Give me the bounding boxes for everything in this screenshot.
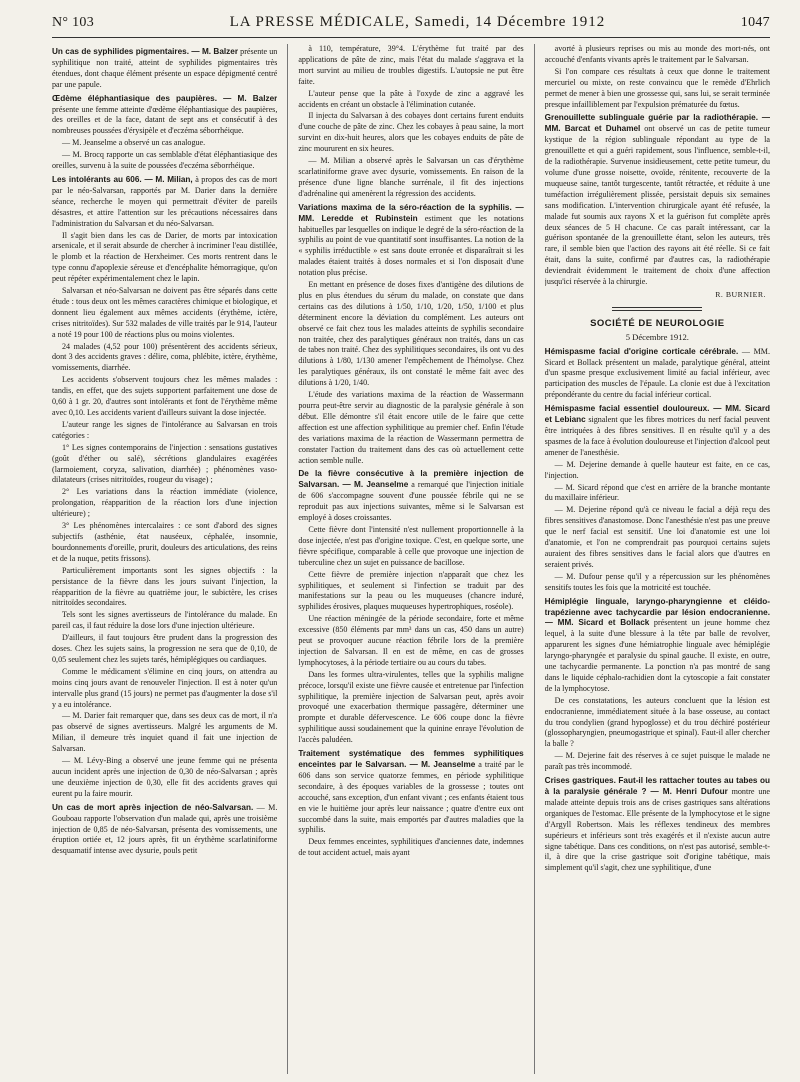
article-text: à 110, température, 39°4. L'érythème fut traité par des applications de pâte de zinc, mais l'état du malade s'aggrava et la mort survint au milieu de troubles digestifs. L'autopsie ne put être faite. xyxy=(298,44,524,86)
article-paragraph xyxy=(545,67,770,111)
article-text: signalent que les fibres motrices du nerf facial peuvent être intriquées à des fibres sensitives. Il en résulte qu'il y a des spasmes de la face à évolution douloureuse et l'injection d'alcool peut amener de l'anesthésie. xyxy=(544,415,770,457)
article-text: à propos des cas de mort par le néo-Salvarsan, rapportés par M. Darier dans la dernière séance, recherche le moyen qui permettrait d'éviter de pareils désastres, et attire l'attention sur les précautions nécessaires dans l'administration du Salvarsan et du néo-Salvarsan. xyxy=(52,174,278,228)
article-heading: Traitement systématique des femmes syphilitiques enceintes par le Salvarsan. — M. Jeanselme xyxy=(298,749,524,769)
article-paragraph xyxy=(545,572,770,594)
article-paragraph xyxy=(298,670,523,746)
article-paragraph xyxy=(298,614,523,669)
article-heading: Un cas de syphilides pigmentaires. — M. Balzer xyxy=(52,47,239,56)
article-paragraph xyxy=(52,138,277,149)
article-text: L'auteur pense que la pâte à l'oxyde de zinc a aggravé les accidents en créant un obstacle à l'élimination cutanée. xyxy=(298,88,524,109)
masthead-title: LA PRESSE MÉDICALE, Samedi, 14 Décembre 1912 xyxy=(229,14,606,30)
article-text: a traité par le 606 dans son service quatorze femmes, en période syphilitique secondaire, à des époques variables de la grossesse ; toutes ont accouché, sans exception, d'un enfant vivant ; ces enfants étaient tous en vie le huitième jour après leur naissance ; quatre d'entre eux ont succombé dans la suite, mais emportés par d'autres maladies que la syphilis. xyxy=(298,760,524,835)
article-text: Salvarsan et néo-Salvarsan ne doivent pas être séparés dans cette étude : tous deux ont les mêmes caractères chimique et biologique, et donnent lieu également aux mêmes accidents (érythème, ictère, crises nitritoïdes). Sur 532 malades de ville traités par le 914, l'auteur a noté 19 pour 100 de réactions plus ou moins violentes. xyxy=(52,286,278,339)
article-paragraph-headed xyxy=(52,94,277,138)
article-paragraph xyxy=(298,44,523,88)
article-text: L'auteur range les signes de l'intolérance au Salvarsan en trois catégories : xyxy=(52,419,278,440)
article-paragraph xyxy=(52,667,277,711)
article-text: — M. Dejerine demande à quelle hauteur est faite, en ce cas, l'injection. xyxy=(544,459,770,480)
column-left xyxy=(52,44,277,1074)
article-paragraph-headed xyxy=(298,749,523,836)
text-columns xyxy=(52,44,770,1074)
article-text: Il s'agit bien dans les cas de Darier, de morts par intoxication arsenicale, et il serait absurde de chercher à incriminer l'eau distillée, le plomb et la réaction de Herxheimer. Ces morts rentrent dans le type connu d'apoplexie séreuse et d'encéphalite hémorragique, qu'on peut répéter expérimentalement chez le lapin. xyxy=(52,230,278,284)
article-text: En mettant en présence de doses fixes d'antigène des dilutions de plus en plus étendues du sérum du malade, on constate que dans certains cas des dilutions à 1/50, 1/10, 1/20, 1/50, 1/100 et plus déterminent encore la déviation du complément. Les auteurs ont observé ce fait chez tous les malades atteints de syphilis secondaire non traitée, chez des paralytiques généraux non traités, dans un cas de tabes non traité. Chez des syphilitiques secondaires, ils ont vu des dilutions à 1/80, 1/130 amener l'empêchement de l'hémolyse. Chez les paralytiques généraux, ils ont constaté le même fait avec des dilutions à 1/20, 1/40. xyxy=(298,280,524,388)
article-paragraph-headed xyxy=(545,404,770,459)
header-rule xyxy=(52,37,770,38)
article-text: D'ailleurs, il faut toujours être prudent dans la progression des doses. Chez les sujets sains, la progression ne sera que de 0,10, de 0,05 seulement chez les sujets tarés, hémiplégiques ou cardiaques. xyxy=(52,633,278,664)
article-text: — M. Dejerine répond qu'à ce niveau le facial a déjà reçu des fibres sensitives d'anastomose. Donc l'anesthésie n'est pas une preuve que le nerf facial est sensitif. Une loi d'anatomie est une loi d'anatomie, et l'on ne comprendrait pas pourquoi certains sujets auraient des fibres sensitives dans le facial alors que d'autres en seraient privés. xyxy=(544,505,770,569)
article-paragraph xyxy=(298,89,523,111)
article-text: estiment que les notations habituelles par lesquelles on indique le degré de la séro-réaction de la syphilis au point de vue quantitatif sont insuffisantes. La notion de la « syphilis irréductible » est sans doute erronée et disparaîtrait si les malades étaient traités à doses normales et si l'on disposait d'une notation plus précise. xyxy=(298,213,524,278)
article-heading: Les intolérants au 606. — M. Milian, xyxy=(52,174,193,184)
article-text: présente un syphilitique non traité, atteint de syphilides pigmentaires très étendues, dont chaque élément présente un espace dépigmenté centré par une papule. xyxy=(52,47,278,89)
article-text: 1° Les signes contemporains de l'injection : sensations gustatives (goût d'éther ou salé), sécrétions glandulaires exagérées (larmoiement, coryza, salivation, diarrhée) ; phénomènes vaso-dilatateurs (crises nitritoïdes, rougeur du visage) ; xyxy=(52,442,278,485)
article-text: présente une femme atteinte d'œdème éléphantiasique des paupières, des oreilles et de la face, datant de sept ans et consécutif à des nombreuses poussées d'érysipèle et d'eczéma séborrhéique. xyxy=(52,104,278,136)
page-header xyxy=(52,14,770,31)
article-paragraph xyxy=(545,505,770,570)
column-divider xyxy=(287,44,288,1074)
article-text: avorté à plusieurs reprises ou mis au monde des mort-nés, ont accouché d'enfants vivants après le traitement par le Salvarsan. xyxy=(544,44,770,64)
article-text: 3° Les phénomènes intercalaires : ce sont d'abord des signes subjectifs (asthénie, état nauséeux, céphalée, insomnie, bourdonnements d'oreille, prurit, douleurs des articulations, des reins et de la nuque, petits frissons). xyxy=(52,521,278,563)
article-heading: Variations maxima de la séro-réaction de la syphilis. — MM. Leredde et Rubinstein xyxy=(298,202,524,223)
article-text: Si l'on compare ces résultats à ceux que donne le traitement mercuriel ou mixte, on reste convaincu que le remède d'Ehrlich permet de mener à bien une grossesse qui, sans lui, se serait terminée presque infailliblement par l'expulsion prématurée du fœtus. xyxy=(544,66,770,109)
article-paragraph xyxy=(545,751,770,773)
article-paragraph xyxy=(545,483,770,505)
article-paragraph xyxy=(298,156,523,200)
article-heading: Grenouillette sublinguale guérie par la radiothérapie. — MM. Barcat et Duhamel xyxy=(544,113,770,134)
article-text: — M. Dufour pense qu'il y a répercussion sur les phénomènes sensitifs toutes les fois que la motricité est touchée. xyxy=(544,571,770,592)
article-text: — M. Milian a observé après le Salvarsan un cas d'érythème scarlatiniforme grave avec dysurie, vomissements. En raison de la présence d'une ligne blanche surrénale, il fit des injections d'adrénaline qui amenèrent la régression des accidents. xyxy=(298,156,524,198)
article-paragraph xyxy=(52,521,277,565)
article-paragraph xyxy=(545,696,770,751)
article-paragraph xyxy=(52,711,277,755)
article-heading: Crises gastriques. Faut-il les rattacher toutes au tabes ou à la paralysie générale ? — M. Henri Dufour xyxy=(544,776,770,796)
article-text: — M. Dejerine fait des réserves à ce sujet puisque le malade ne paraît pas très incommodé. xyxy=(544,751,770,772)
article-paragraph xyxy=(52,633,277,666)
article-paragraph xyxy=(52,231,277,286)
article-paragraph xyxy=(52,150,277,172)
article-heading: Hémispasme facial d'origine corticale cérébrale. xyxy=(544,346,739,356)
article-heading: Hémispasme facial essentiel douloureux. — MM. Sicard et Lebianc xyxy=(544,404,770,425)
article-paragraph xyxy=(52,375,277,419)
article-paragraph xyxy=(298,837,523,859)
article-paragraph-headed xyxy=(298,469,523,524)
article-paragraph-headed xyxy=(298,203,523,279)
article-paragraph xyxy=(52,610,277,632)
article-text: a remarqué que l'injection initiale de 606 s'accompagne souvent d'une poussée fébrile qui ne se reproduit pas aux injections suivantes, même si le Salvarsan est employé à doses croissantes. xyxy=(298,480,524,523)
article-paragraph xyxy=(52,286,277,341)
column-middle xyxy=(298,44,523,1074)
article-heading: Œdème éléphantiasique des paupières. — M. Balzer xyxy=(52,93,278,103)
article-text: L'étude des variations maxima de la réaction de Wassermann pourra peut-être servir au diagnostic de la paralysie générale à son début. Elle démontre s'il était encore utile de le faire que cette affection est une affection syphilitique au premier chef. Enfin l'étude des variations maxima de la réaction de Wassermann permettra de constater l'action du traitement dans des cas où actuellement cette action semble nulle. xyxy=(298,390,524,465)
article-paragraph xyxy=(545,460,770,482)
article-heading: De la fièvre consécutive à la première injection de Salvarsan. — M. Jeanselme xyxy=(298,469,524,490)
article-text: Cette fièvre dont l'intensité n'est nullement proportionnelle à la dose injectée, n'est pas d'origine toxique. C'est, en quelque sorte, une fièvre spécifique, comparable à celle que provoque une injection de tuberculine chez un sujet en puissance de bacillose. xyxy=(298,524,524,567)
article-text: — M. Brocq rapporte un cas semblable d'état éléphantiasique des oreilles, survenu à la suite de poussées d'eczéma séborrhéique. xyxy=(52,150,278,171)
article-text: — M. Sicard répond que c'est en arrière de la branche montante du maxillaire inférieur. xyxy=(544,482,770,503)
article-text: Dans les formes ultra-virulentes, telles que la syphilis maligne précoce, lorsqu'il existe une fièvre causée et entretenue par l'infection syphilitique, la première injection de Salvarsan peut, après avoir provoqué une exacerbation thermique passagère, déterminer une prompte et durable défervescence. Le 606 coupe donc la fièvre syphilitique aussi soudainement que la quinine enraye l'évolution de l'accès paludéen. xyxy=(298,669,524,745)
article-paragraph xyxy=(298,111,523,155)
article-text: De ces constatations, les auteurs concluent que la lésion est endocranienne, immédiatement située à la base osseuse, au contact du trou condylien (grand hypoglosse) et du trou déchiré postérieur (glossopharyngien, pneumogastrique et spinal). Faut-il aller chercher la balle ? xyxy=(544,695,770,749)
article-text: 24 malades (4,52 pour 100) présentèrent des accidents sérieux, dont 3 des accidents graves : délire, coma, phlébite, ictère, érythème, vomissements, diarrhée. xyxy=(52,341,278,373)
article-text: — M. Lévy-Bing a observé une jeune femme qui ne présenta aucun incident après une injection de 0,30 de néo-Salvarsan ; après une deuxième injection de 0,30, elle fit des accidents graves qui eurent pu la faire mourir. xyxy=(52,756,278,798)
article-text: — MM. Sicard et Bollack présentent un malade, paralytique général, atteint d'un spasme presque exclusivement limité au facial inférieur, avec participation des muscles de l'épaule. La clonie est due à l'excitation prépondérante du centre du facial inférieur cortical. xyxy=(544,346,770,400)
issue-number: N° 103 xyxy=(52,15,95,30)
article-text: montre une malade atteinte depuis trois ans de crises gastriques sans altérations organiques de l'estomac. Elle présente de la lymphocytose et le signe d'Argyll Robertson. Mais les réflexes tendineux des membres supérieurs et inférieurs sont très exagérés et il n'existe aucun autre signe tabétique. Dans ces conditions, on n'est pas autorisé, semble-t-il, à dire que la crise gastrique soit d'origine tabétique, mais simplement qu'il s'agit, chez une syphilitique, d'une xyxy=(544,787,770,873)
article-paragraph-headed xyxy=(52,175,277,230)
article-text: — M. Darier fait remarquer que, dans ses deux cas de mort, il n'a pas observé de signes avertisseurs. Malgré les arguments de M. Milian, il demeure très inquiet quand il fait une injection de Salvarsan. xyxy=(52,711,278,754)
article-text: Cette fièvre de première injection n'apparaît que chez les syphilitiques, et seulement si l'infection se traduit par des manifestations sur la peau ou les muqueuses (chancre induré, syphilides érosives, plaques muqueuses hypertrophiques, roséole). xyxy=(298,569,524,612)
article-heading: Hémiplégie linguale, laryngo-pharyngienne et cléido-trapézienne avec tachycardie par lésion endocranienne. — MM. Sicard et Bollack xyxy=(544,596,770,628)
article-paragraph xyxy=(52,342,277,375)
page-folio: 1047 xyxy=(740,15,770,30)
article-paragraph-headed xyxy=(545,597,770,695)
article-text: Il injecta du Salvarsan à des cobayes dont certains furent enduits d'une couche de pâte de zinc. Chez les cobayes à peau saine, la mort survint en dix-huit heures, alors que les cobayes enduits de pâte de zinc moururent en six heures. xyxy=(298,111,524,154)
article-text: — M. Gouboau rapporte l'observation d'un malade qui, après une troisième injection de 0,85 de néo-Salvarsan, présenta des vomissements, une éruption ortiée et, 12 jours après, fit un érythème scarlatiniforme desquamatif intense avec dysurie, pouls petit xyxy=(52,802,278,856)
article-text: Particulièrement importants sont les signes objectifs : la persistance de la fièvre dans les jours suivant l'injection, la réapparition de la fièvre au quatrième jour, le subictère, les crises nitritoïdes secondaires. xyxy=(52,565,278,608)
article-text: Deux femmes enceintes, syphilitiques d'anciennes date, indemnes de tout accident actuel, mais ayant xyxy=(298,837,524,858)
section-date: 5 Décembre 1912. xyxy=(625,331,689,342)
article-paragraph xyxy=(52,487,277,520)
article-paragraph xyxy=(52,443,277,487)
article-paragraph xyxy=(52,420,277,442)
article-paragraph xyxy=(298,525,523,569)
section-rule xyxy=(612,307,702,311)
section-title: SOCIÉTÉ DE NEUROLOGIE xyxy=(590,317,725,329)
article-text: Les accidents s'observent toujours chez les mêmes malades : tandis, en effet, que des sujets supportent parfaitement une dose de 0,60 à 1 gr. 20, d'autres sont intolérants et font de l'érythème même avec 0,10. Les accidents varient d'ailleurs suivant la dose injectée. xyxy=(52,375,278,417)
article-heading: Un cas de mort après injection de néo-Salvarsan. xyxy=(52,802,254,812)
article-paragraph xyxy=(298,280,523,389)
article-paragraph-headed xyxy=(52,803,277,858)
article-text: ont observé un cas de petite tumeur kystique de la région sublinguale répondant au type de la grenouillette et qui a guéri rapidement, sous l'influence, semble-t-il, de la radiothérapie. Survenue insidieusement, cette petite tumeur, du volume d'une grosse noisette, ovoïde, rénitente, recouverte de la muqueuse saine, tantôt turgescente, tantôt rétractée, et réduite à une tuméfaction irrégulièrement plissée, persistait depuis six semaines sans modification. L'intervention chirurgicale ayant été refusée, la malade fut soumis aux rayons X et la guérison fut complète après deux séances de 5 H chacune. Ce cas paraît intéressant, car la guérison spontanée de la grenouillette étant, selon les auteurs, très rare, il semble bien que l'action des rayons ait été réelle. Si ce fait était, dans la suite, confirmé par d'autres cas, la radiothérapie deviendrait évidemment le traitement de choix d'une affection jusqu'ici réservée à la chirurgie. xyxy=(544,124,770,287)
article-paragraph xyxy=(298,390,523,466)
article-text: Comme le médicament s'élimine en cinq jours, on attendra au moins cinq jours avant de renouveler l'injection. Il est à noter qu'un intervalle plus grand (15 jours) ne permet pas d'augmenter la dose s'il y a eu intolérance. xyxy=(52,666,278,709)
column-right xyxy=(545,44,770,1074)
article-text: présentent un jeune homme chez lequel, à la suite d'une blessure à la tête par balle de revolver, apparurent les signes d'une hémiatrophie linguale avec hémiplégie laryngo-pharyngée et paralysie du spinal gauche. Il existe, en outre, une tachycardie permanente. La ponction n'a pas montré de sang dans le liquide céphalo-rachidien dont la cytoscopie a fait constater de la lymphocytose. xyxy=(544,618,770,693)
article-paragraph-headed xyxy=(545,776,770,874)
article-paragraph xyxy=(52,756,277,800)
article-paragraph-headed xyxy=(52,47,277,91)
article-paragraph xyxy=(298,570,523,614)
column-divider xyxy=(534,44,535,1074)
article-paragraph xyxy=(545,44,770,66)
article-text: Tels sont les signes avertisseurs de l'intolérance du malade. En pareil cas, il faut réduire la dose lors d'une injection ultérieure. xyxy=(52,610,278,631)
article-paragraph-headed xyxy=(545,113,770,288)
author-signature: R. BURNIER. xyxy=(715,289,767,299)
article-text: — M. Jeanselme a observé un cas analogue. xyxy=(62,138,206,148)
article-text: Une réaction méningée de la période secondaire, forte et même excessive (850 éléments par mm³ dans un cas, 450 dans un autre) peut se provoquer aucune réaction fébrile lors de la première injection de Salvarsan. Il en est de même, en cas de grosses lymphocytoses, à la période tertiaire ou au cours du tabes. xyxy=(298,614,524,667)
article-text: 2° Les variations dans la réaction immédiate (violence, prolongation, réapparition de la réaction lors d'une injection ultérieure) ; xyxy=(52,487,278,519)
article-paragraph xyxy=(52,566,277,610)
article-paragraph-headed xyxy=(545,347,770,402)
